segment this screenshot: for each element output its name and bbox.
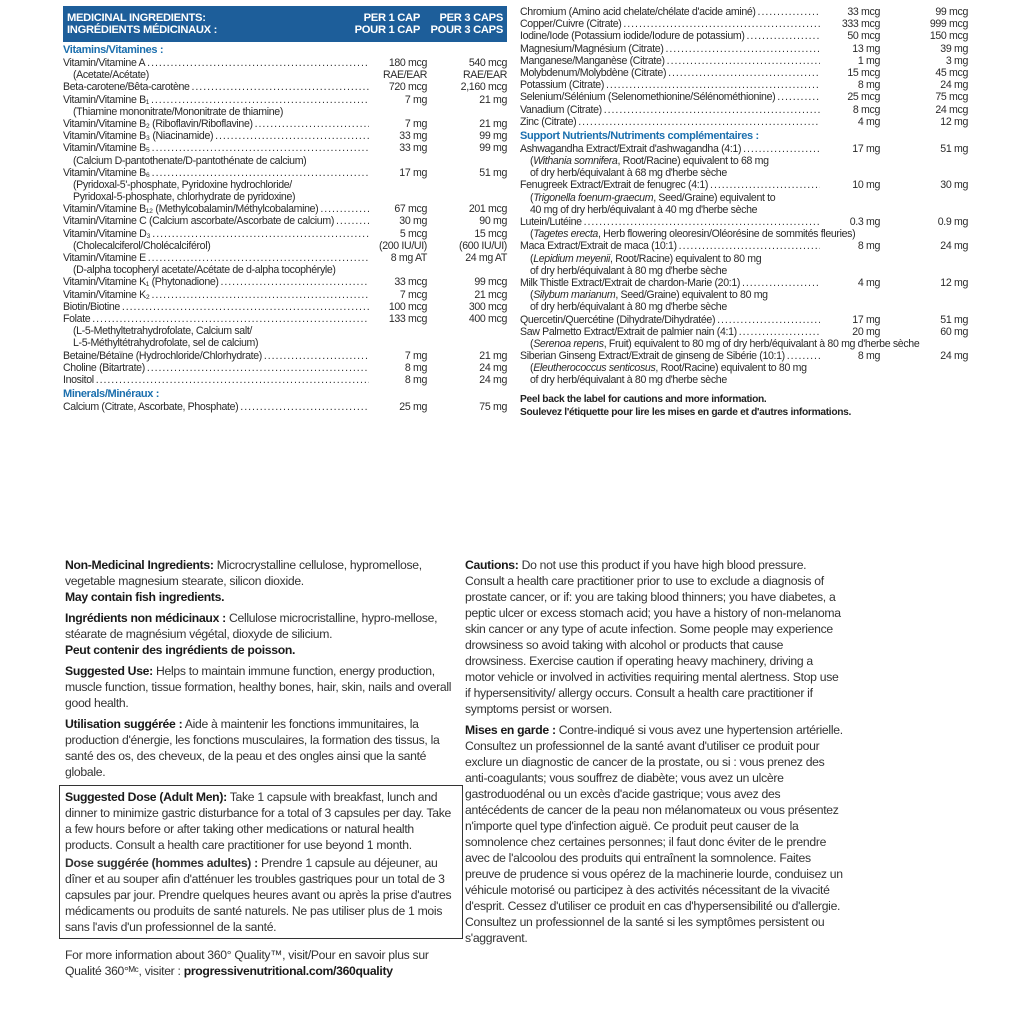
ingredient-source-text: (D-alpha tocopheryl acetate/Acétate de d-alpha tocophéryle) bbox=[73, 264, 336, 277]
ingredient-source-text: (Pyridoxal-5'-phosphate, Pyridoxine hydrochloride/ bbox=[73, 178, 292, 191]
ingredient-source-line bbox=[63, 325, 507, 337]
ingredient-source-line bbox=[63, 106, 507, 118]
ingredient-source-line bbox=[63, 264, 507, 276]
ingredient-source-text: (Tagetes erecta, Herb flowering oleoresin/Oléorésine de sommités fleuries) bbox=[530, 228, 856, 241]
amount-per-1-cap: 8 mg bbox=[857, 79, 880, 92]
ingredient-source-text: (Serenoa repens, Fruit) equivalent to 80 mg of dry herb/équivalant à 80 mg d'herbe sèche bbox=[530, 337, 920, 350]
ingredient-source-line bbox=[520, 265, 968, 277]
amount-per-3-caps: 24 mg bbox=[940, 79, 968, 92]
ingredient-row bbox=[63, 215, 507, 227]
ingredient-source-text: L-5-Méthyltétrahydrofolate, sel de calcium) bbox=[73, 337, 259, 350]
amount-per-1-cap: 4 mg bbox=[857, 276, 880, 289]
amount-per-3-caps: 21 mg bbox=[479, 349, 507, 362]
ingredient-row bbox=[63, 289, 507, 301]
ingredient-source-text: 40 mg of dry herb/équivalant à 40 mg d'herbe sèche bbox=[530, 203, 758, 216]
ingredient-row bbox=[520, 116, 968, 128]
ingredient-row bbox=[63, 362, 507, 374]
section-heading-vitamins: Vitamins/Vitamines : bbox=[63, 44, 164, 56]
ingredient-name: Vitamin/Vitamine K₁ (Phytonadione) . . . bbox=[63, 276, 369, 288]
amount-per-3-caps: 99 mg bbox=[479, 142, 507, 155]
peel-back-notice: Peel back the label for cautions and more information. Soulevez l'étiquette pour lire les mises en garde et d'autres informations. bbox=[520, 393, 852, 418]
minerals-list-left bbox=[63, 401, 507, 413]
ingredient-source-line bbox=[520, 253, 968, 265]
amount-per-3-caps: 2,160 mcg bbox=[460, 81, 507, 94]
amount-per-3-caps: 24 mg bbox=[940, 240, 968, 253]
ingredient-name: Saw Palmetto Extract/Extrait de palmier nain (4:1) . . . bbox=[520, 326, 820, 338]
ingredient-source-text: Pyridoxal-5-phosphate, chlorhydrate de pyridoxine) bbox=[73, 191, 296, 204]
ingredient-source-text: (Lepidium meyenii, Root/Racine) equivalent to 80 mg bbox=[530, 252, 762, 265]
ingredient-source-text: (Eleutherococcus senticosus, Root/Racine) equivalent to 80 mg bbox=[530, 362, 807, 375]
ingredient-source-line bbox=[63, 155, 507, 167]
amount-per-3-caps: 24 mcg bbox=[935, 103, 968, 116]
amount-per-3-caps: 99 mg bbox=[479, 130, 507, 143]
amount-per-1-cap: 5 mcg bbox=[399, 227, 427, 240]
fish-warning-en: May contain fish ingredients. bbox=[65, 590, 225, 604]
ingredient-name: Vitamin/Vitamine B₃ (Niacinamide) . . . bbox=[63, 130, 369, 142]
ingredient-row bbox=[520, 216, 968, 228]
amount-per-1-cap: (200 IU/UI) bbox=[379, 239, 427, 252]
amount-per-1-cap: 17 mg bbox=[399, 166, 427, 179]
ingredient-name: Choline (Bitartrate) . . . bbox=[63, 362, 369, 374]
ingredient-row bbox=[520, 314, 968, 326]
amount-per-1-cap: 30 mg bbox=[399, 215, 427, 228]
ingredient-row bbox=[63, 252, 507, 264]
ingredient-source-text: (Trigonella foenum-graecum, Seed/Graine) equivalent to bbox=[530, 191, 776, 204]
amount-per-1-cap: 100 mcg bbox=[388, 300, 427, 313]
ingredient-source-text: (Acetate/Acétate) bbox=[73, 69, 149, 82]
ingredient-row bbox=[520, 18, 968, 30]
ingredient-row bbox=[520, 43, 968, 55]
amount-per-1-cap: 8 mg bbox=[857, 350, 880, 363]
amount-per-3-caps: 75 mcg bbox=[935, 91, 968, 104]
ingredient-name: Selenium/Sélénium (Selenomethionine/Sélénométhionine) . . . bbox=[520, 91, 820, 103]
suggested-dose-fr: Dose suggérée (hommes adultes) : Prendre 1 capsule au déjeuner, au dîner et au souper afin d'atténuer les troubles gastriques pour un total de 3 capsules par jour. Prendre quelques heures avant ou après la prise d'autres médicaments ou produits de santé naturels. Ne pas utiliser plus de 1 mois sans l'avis d'un professionnel de la santé. bbox=[65, 856, 452, 934]
amount-per-3-caps: 99 mcg bbox=[935, 6, 968, 18]
cautions-fr: Mises en garde : Contre-indiqué si vous avez une hypertension artérielle. Consultez un professionnel de la santé avant d'utiliser ce produit pour exclure un diagnostic de cancer de la prostate, ou si : vous prenez des anti-coagulants; vous souffrez de diabète; vous avez un ulcère gastroduodénal ou un excès d'acide gastrique; vous avez des antécédents de cancer de la peau non mélanomateux ou vous présentez n'importe quel type d'infection aiguë. Ce produit peut causer de la somnolence chez certaines personnes; il faut donc éviter de le prendre avec de l'alcoolou des produits qui entraînent la somnolence. Faites preuve de prudence si vous opérez de la machinerie lourde, conduisez un véhicule motorisé ou participez à des activités nécessitant de la vivacité d'esprit. Cessez d'utiliser ce produit en cas d'hypersensibilité ou d'allergie. Consultez un professionnel de la santé si les symptômes persistent ou s'aggravent. bbox=[465, 723, 843, 945]
amount-per-3-caps: 21 mg bbox=[479, 93, 507, 106]
ingredient-source-line bbox=[63, 191, 507, 203]
ingredient-row bbox=[63, 57, 507, 69]
ingredient-name: Lutein/Lutéine . . . bbox=[520, 216, 820, 228]
ingredient-name: Potassium (Citrate) . . . bbox=[520, 79, 820, 91]
amount-per-3-caps: 90 mg bbox=[479, 215, 507, 228]
amount-per-1-cap: 33 mg bbox=[399, 130, 427, 143]
vitamins-list bbox=[63, 57, 507, 386]
amount-per-1-cap: RAE/EAR bbox=[382, 69, 427, 82]
ingredient-row bbox=[63, 374, 507, 386]
amount-per-3-caps: 51 mg bbox=[940, 313, 968, 326]
amount-per-1-cap: 15 mcg bbox=[847, 66, 880, 79]
ingredient-row bbox=[63, 118, 507, 130]
amount-per-3-caps: 12 mg bbox=[940, 276, 968, 289]
ingredient-source-text: of dry herb/équivalant à 80 mg d'herbe sèche bbox=[530, 301, 727, 314]
header-per-3-caps: PER 3 CAPS POUR 3 CAPS bbox=[430, 11, 503, 36]
ingredient-row bbox=[520, 277, 968, 289]
amount-per-1-cap: 50 mcg bbox=[847, 30, 880, 43]
medicinal-ingredients-table-right bbox=[520, 6, 968, 419]
ingredient-name: Milk Thistle Extract/Extrait de chardon-Marie (20:1) . . . bbox=[520, 277, 820, 289]
amount-per-1-cap: 133 mcg bbox=[388, 312, 427, 325]
ingredient-row bbox=[63, 301, 507, 313]
amount-per-1-cap: 20 mg bbox=[852, 325, 880, 338]
amount-per-3-caps: 51 mg bbox=[479, 166, 507, 179]
section-heading-support-nutrients: Support Nutrients/Nutriments complémentaires : bbox=[520, 129, 759, 142]
ingredient-row bbox=[520, 55, 968, 67]
ingredient-row bbox=[63, 142, 507, 154]
ingredient-name: Betaine/Bétaïne (Hydrochloride/Chlorhydrate) . . . bbox=[63, 350, 369, 362]
ingredient-source-text: of dry herb/équivalant à 68 mg d'herbe sèche bbox=[530, 167, 727, 180]
ingredient-name: Maca Extract/Extrait de maca (10:1) . . . bbox=[520, 240, 820, 252]
amount-per-3-caps: 21 mcg bbox=[474, 288, 507, 301]
ingredient-name: Vitamin/Vitamine E . . . bbox=[63, 252, 369, 264]
suggested-use-en: Suggested Use: Helps to maintain immune function, energy production, muscle function, tissue formation, healthy bones, hair, skin, nails and overall good health. bbox=[65, 664, 452, 710]
ingredient-source-text: (Thiamine mononitrate/Mononitrate de thiamine) bbox=[73, 105, 284, 118]
ingredient-source-text: of dry herb/équivalant à 80 mg d'herbe sèche bbox=[530, 374, 727, 387]
ingredient-row bbox=[63, 167, 507, 179]
ingredient-source-line bbox=[520, 155, 968, 167]
amount-per-3-caps: 540 mcg bbox=[468, 57, 507, 69]
ingredient-name: Zinc (Citrate) . . . bbox=[520, 116, 820, 128]
amount-per-1-cap: 7 mg bbox=[404, 349, 427, 362]
amount-per-1-cap: 7 mg bbox=[404, 117, 427, 130]
header-ingredient-label: MEDICINAL INGREDIENTS: INGRÉDIENTS MÉDICINAUX : bbox=[67, 11, 218, 36]
support-nutrients-list bbox=[520, 143, 968, 387]
amount-per-1-cap: 7 mcg bbox=[399, 288, 427, 301]
amount-per-1-cap: 33 mcg bbox=[394, 276, 427, 289]
amount-per-1-cap: 8 mg bbox=[857, 240, 880, 253]
ingredient-row bbox=[520, 79, 968, 91]
ingredient-name: Manganese/Manganèse (Citrate) . . . bbox=[520, 55, 820, 67]
ingredient-name: Iodine/Iode (Potassium iodide/Iodure de potassium) . . . bbox=[520, 30, 820, 42]
non-medicinal-ingredients-en: Non-Medicinal Ingredients: Microcrystalline cellulose, hypromellose, vegetable magnesium stearate, silicon dioxide. May contain fish ingredients. bbox=[65, 557, 457, 605]
amount-per-3-caps: 99 mcg bbox=[474, 276, 507, 289]
ingredient-name: Ashwagandha Extract/Extrait d'ashwagandha (4:1) . . . bbox=[520, 143, 820, 155]
ingredient-row bbox=[63, 130, 507, 142]
ingredient-source-line bbox=[520, 301, 968, 313]
amount-per-1-cap: 8 mg bbox=[404, 361, 427, 374]
ingredient-name: Vitamin/Vitamine B₅ . . . bbox=[63, 142, 369, 154]
header-per-1-cap: PER 1 CAP POUR 1 CAP bbox=[354, 11, 420, 36]
amount-per-1-cap: 67 mcg bbox=[394, 203, 427, 216]
ingredient-row bbox=[520, 30, 968, 42]
ingredient-source-line bbox=[520, 192, 968, 204]
ingredient-name: Vitamin/Vitamine K₂ . . . bbox=[63, 289, 369, 301]
amount-per-1-cap: 180 mcg bbox=[388, 57, 427, 69]
amount-per-3-caps: 24 mg AT bbox=[465, 252, 507, 264]
amount-per-3-caps: 150 mcg bbox=[929, 30, 968, 43]
amount-per-1-cap: 8 mg bbox=[404, 373, 427, 386]
suggested-dose-box bbox=[59, 785, 463, 939]
quality-url-link[interactable]: progressivenutritional.com/360quality bbox=[183, 964, 393, 978]
ingredient-name: Quercetin/Quercétine (Dihydrate/Dihydratée) . . . bbox=[520, 314, 820, 326]
ingredient-source-line bbox=[520, 289, 968, 301]
amount-per-3-caps: 3 mg bbox=[945, 54, 968, 67]
ingredient-row bbox=[520, 240, 968, 252]
amount-per-1-cap: 25 mg bbox=[399, 401, 427, 414]
ingredient-name: Beta-carotene/Bêta-carotène . . . bbox=[63, 81, 369, 93]
amount-per-3-caps: 400 mcg bbox=[468, 312, 507, 325]
ingredient-source-line bbox=[520, 204, 968, 216]
fish-warning-fr: Peut contenir des ingrédients de poisson. bbox=[65, 643, 296, 657]
ingredient-source-line bbox=[520, 228, 968, 240]
ingredient-source-line bbox=[520, 338, 968, 350]
amount-per-3-caps: 12 mg bbox=[940, 115, 968, 128]
ingredient-name: Magnesium/Magnésium (Citrate) . . . bbox=[520, 43, 820, 55]
amount-per-3-caps: 75 mg bbox=[479, 401, 507, 414]
more-info-note: For more information about 360° Quality™, visit/Pour en savoir plus sur Qualité 360°ᴹᶜ, visiter : progressivenutritional.com/360quality bbox=[65, 948, 429, 978]
ingredient-source-text: (Cholecalciferol/Cholécalciférol) bbox=[73, 239, 211, 252]
ingredient-name: Vitamin/Vitamine B₁ . . . bbox=[63, 94, 369, 106]
amount-per-3-caps: 24 mg bbox=[479, 373, 507, 386]
ingredient-source-line bbox=[520, 374, 968, 386]
ingredient-source-text: (Silybum marianum, Seed/Graine) equivalent to 80 mg bbox=[530, 289, 768, 302]
ingredient-row bbox=[520, 350, 968, 362]
non-medicinal-ingredients-fr: Ingrédients non médicinaux : Cellulose microcristalline, hypro-mellose, stéarate de magnésium végétal, dioxyde de silicium. Peut contenir des ingrédients de poisson. bbox=[65, 610, 457, 658]
amount-per-3-caps: 21 mg bbox=[479, 117, 507, 130]
amount-per-1-cap: 17 mg bbox=[852, 313, 880, 326]
amount-per-3-caps: 30 mg bbox=[940, 179, 968, 192]
ingredient-name: Fenugreek Extract/Extrait de fenugrec (4:1) . . . bbox=[520, 179, 820, 191]
ingredient-source-line bbox=[520, 167, 968, 179]
ingredient-source-text: of dry herb/équivalant à 80 mg d'herbe sèche bbox=[530, 264, 727, 277]
ingredient-row bbox=[520, 104, 968, 116]
amount-per-1-cap: 4 mg bbox=[857, 115, 880, 128]
ingredient-row bbox=[63, 401, 507, 413]
amount-per-3-caps: 51 mg bbox=[940, 142, 968, 155]
suggested-use-fr: Utilisation suggérée : Aide à maintenir les fonctions immunitaires, la production d'énergie, les fonctions musculaires, la formation des tissus, la santé des os, des cheveux, de la peau et des ongles ainsi que la santé globale. bbox=[65, 717, 440, 779]
ingredient-name: Vanadium (Citrate) . . . bbox=[520, 104, 820, 116]
ingredient-name: Folate . . . bbox=[63, 313, 369, 325]
amount-per-3-caps: RAE/EAR bbox=[462, 69, 507, 82]
amount-per-1-cap: 0.3 mg bbox=[849, 216, 880, 228]
ingredient-row bbox=[63, 203, 507, 215]
ingredient-source-line bbox=[63, 337, 507, 349]
amount-per-3-caps: 999 mcg bbox=[929, 18, 968, 31]
suggested-dose-en: Suggested Dose (Adult Men): Take 1 capsule with breakfast, lunch and dinner to minimize gastric disturbance for a total of 3 capsules per day. Take a few hours before or after taking other medications or natural health products. Consult a health care practitioner for use beyond 1 month. bbox=[65, 790, 451, 852]
ingredient-source-text: (Withania somnifera, Root/Racine) equivalent to 68 mg bbox=[530, 155, 769, 168]
ingredient-name: Vitamin/Vitamine A . . . bbox=[63, 57, 369, 69]
amount-per-3-caps: 24 mg bbox=[940, 350, 968, 363]
ingredient-row bbox=[520, 91, 968, 103]
ingredient-row bbox=[520, 67, 968, 79]
ingredient-row bbox=[63, 276, 507, 288]
ingredient-name: Copper/Cuivre (Citrate) . . . bbox=[520, 18, 820, 30]
ingredient-name: Vitamin/Vitamine D₃ . . . bbox=[63, 228, 369, 240]
ingredient-source-line bbox=[63, 240, 507, 252]
ingredient-name: Calcium (Citrate, Ascorbate, Phosphate) . . . bbox=[63, 401, 369, 413]
amount-per-1-cap: 7 mg bbox=[404, 93, 427, 106]
amount-per-1-cap: 8 mg AT bbox=[390, 252, 427, 264]
ingredient-row bbox=[520, 326, 968, 338]
amount-per-1-cap: 10 mg bbox=[852, 179, 880, 192]
amount-per-3-caps: 39 mg bbox=[940, 42, 968, 55]
ingredient-source-line bbox=[63, 179, 507, 191]
amount-per-3-caps: (600 IU/UI) bbox=[459, 239, 507, 252]
amount-per-3-caps: 60 mg bbox=[940, 325, 968, 338]
ingredient-row bbox=[63, 81, 507, 93]
amount-per-1-cap: 25 mcg bbox=[847, 91, 880, 104]
ingredient-name: Biotin/Biotine . . . bbox=[63, 301, 369, 313]
amount-per-3-caps: 15 mcg bbox=[474, 227, 507, 240]
ingredient-name: Molybdenum/Molybdène (Citrate) . . . bbox=[520, 67, 820, 79]
ingredient-row bbox=[520, 179, 968, 191]
amount-per-1-cap: 8 mcg bbox=[852, 103, 880, 116]
amount-per-1-cap: 33 mg bbox=[399, 142, 427, 155]
amount-per-1-cap: 1 mg bbox=[857, 54, 880, 67]
ingredient-row bbox=[520, 143, 968, 155]
ingredient-row bbox=[63, 94, 507, 106]
amount-per-1-cap: 33 mcg bbox=[847, 6, 880, 18]
label-info-left-column bbox=[65, 557, 457, 979]
ingredient-source-text: (L-5-Methyltetrahydrofolate, Calcium salt/ bbox=[73, 325, 253, 338]
ingredient-source-text: (Calcium D-pantothenate/D-pantothénate de calcium) bbox=[73, 154, 307, 167]
amount-per-3-caps: 0.9 mg bbox=[937, 216, 968, 228]
ingredient-name: Chromium (Amino acid chelate/chélate d'acide aminé) . . . bbox=[520, 6, 820, 18]
ingredient-name: Inositol . . . bbox=[63, 374, 369, 386]
amount-per-1-cap: 333 mcg bbox=[841, 18, 880, 31]
ingredient-row bbox=[520, 6, 968, 18]
ingredient-name: Vitamin/Vitamine B₂ (Riboflavin/Riboflavine) . . . bbox=[63, 118, 369, 130]
section-heading-minerals: Minerals/Minéraux : bbox=[63, 388, 160, 401]
ingredient-row bbox=[63, 350, 507, 362]
ingredient-name: Vitamin/Vitamine B₆ . . . bbox=[63, 167, 369, 179]
amount-per-1-cap: 17 mg bbox=[852, 142, 880, 155]
ingredient-name: Siberian Ginseng Extract/Extrait de ginseng de Sibérie (10:1) . . . bbox=[520, 350, 820, 362]
ingredient-name: Vitamin/Vitamine C (Calcium ascorbate/Ascorbate de calcium) . . . bbox=[63, 215, 369, 227]
amount-per-3-caps: 201 mcg bbox=[468, 203, 507, 216]
cautions-en: Cautions: Do not use this product if you have high blood pressure. Consult a health care practitioner prior to use to exclude a diagnosis of prostate cancer, or if: you are taking blood thinners; you have diabetes, a peptic ulcer or excess stomach acid; you have a history of non-melanoma skin cancer or any type of acute infection. Some people may experience drowsiness so avoid taking with alcohol or products that cause drowsiness. Exercise caution if operating heavy machinery, driving a motor vehicle or involved in activities requiring mental alertness. Stop use if hypersensitivity/ allergy occurs. Consult a health care practitioner if symptoms persist or worsen. bbox=[465, 558, 841, 716]
amount-per-1-cap: 13 mg bbox=[852, 42, 880, 55]
amount-per-3-caps: 45 mcg bbox=[935, 66, 968, 79]
ingredient-row bbox=[63, 313, 507, 325]
label-info-right-column bbox=[465, 557, 845, 951]
minerals-list-right bbox=[520, 6, 968, 128]
ingredient-source-line bbox=[520, 362, 968, 374]
amount-per-3-caps: 300 mcg bbox=[468, 300, 507, 313]
ingredient-name: Vitamin/Vitamine B₁₂ (Methylcobalamin/Méthylcobalamine) . . . bbox=[63, 203, 369, 215]
amount-per-1-cap: 720 mcg bbox=[388, 81, 427, 94]
ingredient-row bbox=[63, 228, 507, 240]
medicinal-ingredients-table-left bbox=[63, 6, 507, 413]
ingredient-source-line bbox=[63, 69, 507, 81]
table-header bbox=[63, 6, 507, 42]
amount-per-3-caps: 24 mg bbox=[479, 361, 507, 374]
